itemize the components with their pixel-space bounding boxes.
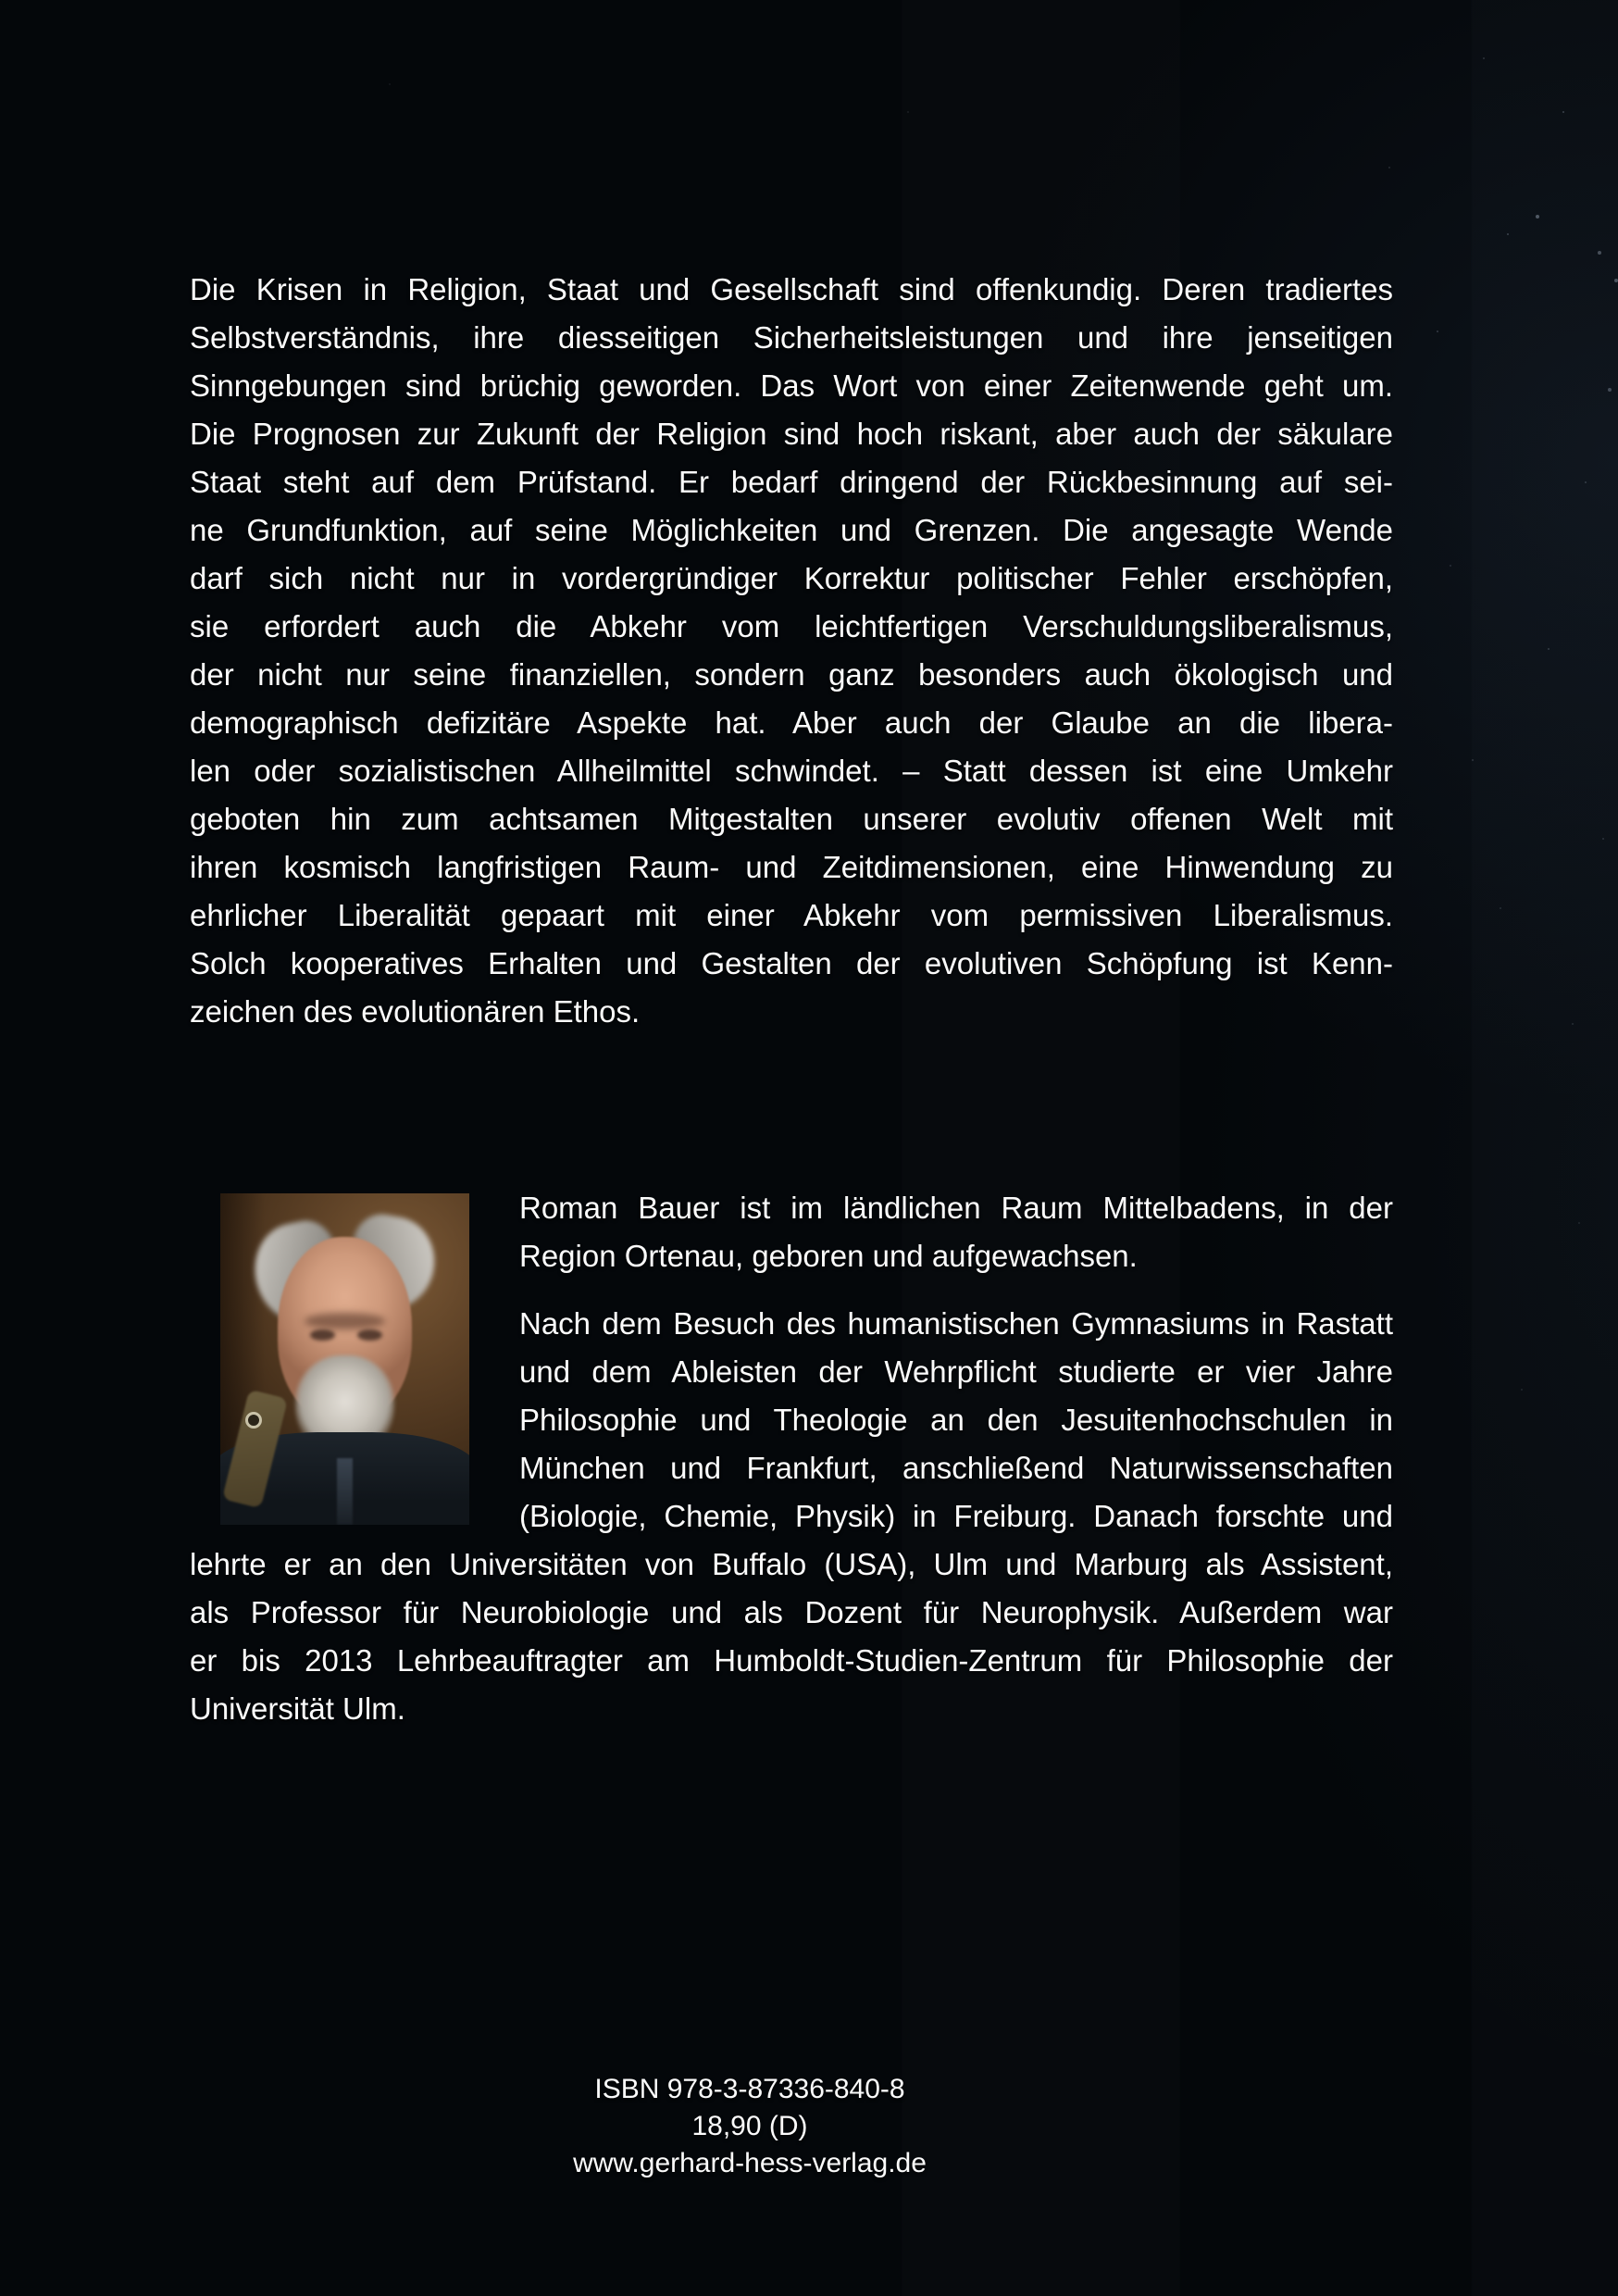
author-bio-below-photo [190,1541,1393,1733]
text-line: len oder sozialistischen Allheilmittel schwindet. – Statt dessen ist eine Umkehr [190,754,1393,788]
price-text: 18,90 (D) [691,2111,808,2141]
text-line: Roman Bauer ist im ländlichen Raum Mittelbadens, in der [519,1191,1393,1225]
text-line: geboten hin zum achtsamen Mitgestalten unserer evolutiv offenen Welt mit [190,802,1393,836]
text-line: Die Prognosen zur Zukunft der Religion sind hoch riskant, aber auch der säkulare [190,417,1393,451]
text-line: der nicht nur seine finanziellen, sondern ganz besonders auch ökologisch und [190,657,1393,692]
text-line: Staat steht auf dem Prüfstand. Er bedarf dringend der Rückbesinnung auf sei- [190,465,1393,499]
text-line: Philosophie und Theologie an den Jesuitenhochschulen in [519,1403,1393,1437]
photo-zipper [337,1458,352,1525]
text-line: ihren kosmisch langfristigen Raum- und Zeitdimensionen, eine Hinwendung zu [190,850,1393,884]
starfield-background [0,0,2,2]
text-line: Universität Ulm. [190,1691,405,1726]
bio-paragraph-career [519,1300,1393,1541]
author-photo [220,1193,469,1525]
text-line: Selbstverständnis, ihre diesseitigen Sicherheitsleistungen und ihre jenseitigen [190,320,1393,355]
text-line: sie erfordert auch die Abkehr vom leichtfertigen Verschuldungsliberalismus, [190,609,1393,643]
text-line: und dem Ableisten der Wehrpflicht studierte er vier Jahre [519,1354,1393,1389]
text-line: ne Grundfunktion, auf seine Möglichkeiten und Grenzen. Die angesagte Wende [190,513,1393,547]
text-line: Solch kooperatives Erhalten und Gestalten der evolutiven Schöpfung ist Kenn- [190,946,1393,980]
text-line: demographisch defizitäre Aspekte hat. Aber auch der Glaube an die libera- [190,705,1393,740]
text-line: ehrlicher Liberalität gepaart mit einer Abkehr vom permissiven Liberalismus. [190,898,1393,932]
text-line: Die Krisen in Religion, Staat und Gesellschaft sind offenkundig. Deren tradiertes [190,272,1393,306]
isbn-text: ISBN 978-3-87336-840-8 [594,2074,905,2104]
text-line: Region Ortenau, geboren und aufgewachsen. [519,1239,1138,1273]
text-line: zeichen des evolutionären Ethos. [190,994,641,1029]
text-line: Sinngebungen sind brüchig geworden. Das Wort von einer Zeitenwende geht um. [190,368,1393,403]
text-line: Nach dem Besuch des humanistischen Gymnasiums in Rastatt [519,1306,1393,1341]
author-bio-beside-photo [519,1184,1393,1541]
photo-brow-shadow [305,1313,384,1329]
website-url: www.gerhard-hess-verlag.de [573,2148,927,2178]
text-line: lehrte er an den Universitäten von Buffalo (USA), Ulm und Marburg als Assistent, [190,1547,1393,1581]
photo-left-eye [310,1329,335,1341]
text-line: als Professor für Neurobiologie und als Dozent für Neurophysik. Außerdem war [190,1595,1393,1629]
text-line: er bis 2013 Lehrbeauftragter am Humboldt-Studien-Zentrum für Philosophie der [190,1643,1393,1678]
text-line: darf sich nicht nur in vordergründiger Korrektur politischer Fehler erschöpfen, [190,561,1393,595]
photo-right-eye [357,1329,382,1341]
text-line: (Biologie, Chemie, Physik) in Freiburg. Danach forschte und [519,1499,1393,1533]
blurb-paragraph [190,266,1393,1036]
text-line: München und Frankfurt, anschließend Naturwissenschaften [519,1451,1393,1485]
bio-paragraph-origin [519,1184,1393,1280]
publisher-info [380,2071,1120,2182]
